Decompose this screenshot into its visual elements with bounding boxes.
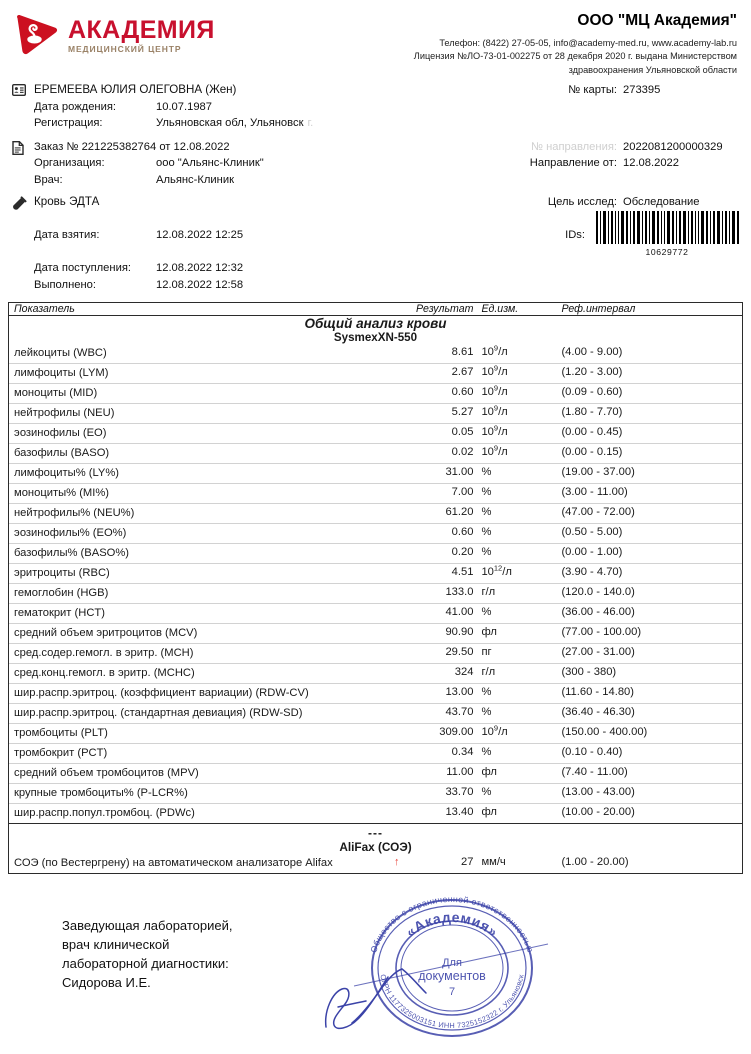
license-line-2: здравоохранения Ульяновской области [568, 64, 737, 75]
cell-unit: % [477, 504, 555, 524]
cell-indicator: средний объем эритроцитов (MCV) [9, 624, 394, 644]
cell-flag [394, 444, 404, 464]
col-header-indicator: Показатель [9, 303, 394, 316]
cell-unit: % [477, 544, 555, 564]
cell-indicator: эритроциты (RBC) [9, 564, 394, 584]
sample-barcode [593, 211, 741, 261]
doctor-label: Врач: [34, 173, 63, 186]
id-card-icon [12, 82, 34, 99]
completed-date-label: Выполнено: [34, 278, 96, 291]
table-row [9, 584, 742, 604]
col-header-reference: Реф.интервал [555, 303, 742, 316]
cell-reference: (19.00 - 37.00) [555, 464, 742, 484]
table-row [9, 544, 742, 564]
stamp-center-line-3: 7 [448, 985, 456, 998]
cell-indicator: шир.распр.эритроц. (коэффициент вариации) (RDW-CV) [9, 684, 394, 704]
license-line-1: Лицензия №ЛО-73-01-002275 от 28 декабря 2020 г. выдана Министерством [413, 51, 737, 62]
cell-result: 2.67 [404, 364, 477, 384]
cell-result: 41.00 [404, 604, 477, 624]
section-title: Общий анализ крови [304, 316, 447, 331]
cell-indicator: моноциты (MID) [9, 384, 394, 404]
sample-type: Кровь ЭДТА [34, 195, 100, 208]
cell-result: 31.00 [404, 464, 477, 484]
cell-flag [394, 624, 404, 644]
cell-reference: (1.00 - 20.00) [561, 855, 629, 868]
results-table-body [9, 303, 742, 873]
cell-indicator: моноциты% (MI%) [9, 484, 394, 504]
purpose-label: Цель исслед: [547, 196, 617, 208]
referral-number-value: 2022081200000329 [623, 140, 723, 153]
cell-flag [394, 604, 404, 624]
cell-indicator: нейтрофилы% (NEU%) [9, 504, 394, 524]
table-row [9, 384, 742, 404]
cell-unit: фл [477, 624, 555, 644]
cell-unit: % [477, 604, 555, 624]
cell-unit: г/л [477, 664, 555, 684]
order-info-group [12, 139, 741, 189]
cell-reference: (1.20 - 3.00) [555, 364, 742, 384]
cell-flag [394, 724, 404, 744]
cell-unit: $10^9/л$ [477, 364, 555, 384]
contact-phone-email-site: Телефон: (8422) 27-05-05, info@academy-med.ru, www.academy-lab.ru [439, 38, 737, 48]
table-row [9, 744, 742, 764]
table-row [9, 424, 742, 444]
cell-indicator: эозинофилы% (EO%) [9, 524, 394, 544]
cell-flag [394, 764, 404, 784]
document-icon [12, 139, 34, 158]
cell-reference: (300 - 380) [555, 664, 742, 684]
table-row [9, 604, 742, 624]
cell-flag [394, 524, 404, 544]
cell-indicator: гематокрит (HCT) [9, 604, 394, 624]
collection-date-label: Дата взятия: [34, 229, 100, 241]
cell-unit: пг [477, 644, 555, 664]
table-row [9, 484, 742, 504]
abnormal-high-flag-icon: ↑ [394, 855, 400, 868]
cell-unit: % [477, 524, 555, 544]
cell-indicator: лимфоциты (LYM) [9, 364, 394, 384]
order-number-line: Заказ № 221225382764 от 12.08.2022 [34, 140, 230, 153]
cell-indicator: гемоглобин (HGB) [9, 584, 394, 604]
cell-result: 0.60 [404, 384, 477, 404]
doctor-value: Альянс-Клиник [156, 173, 234, 186]
cell-reference: (120.0 - 140.0) [555, 584, 742, 604]
cell-flag [394, 484, 404, 504]
cell-result: 29.50 [404, 644, 477, 664]
signatory-line-3: лабораторной диагностики: [62, 955, 229, 971]
company-logo [12, 8, 215, 58]
table-row [9, 784, 742, 804]
cell-indicator: эозинофилы (EO) [9, 424, 394, 444]
purpose-value: Обследование [623, 196, 700, 208]
table-row [9, 664, 742, 684]
cell-flag [394, 504, 404, 524]
cell-indicator: сред.конц.гемогл. в эритр. (MCHC) [9, 664, 394, 684]
cell-result: 33.70 [404, 784, 477, 804]
device-name: SysmexXN-550 [333, 331, 418, 344]
table-row [9, 854, 742, 873]
cell-result: 13.40 [404, 804, 477, 824]
ids-label: IDs: [565, 229, 585, 241]
cell-indicator: лимфоциты% (LY%) [9, 464, 394, 484]
referral-date-value: 12.08.2022 [623, 157, 679, 169]
signature-area [0, 894, 751, 1054]
cell-result: 324 [404, 664, 477, 684]
cell-unit: мм/ч [481, 855, 506, 868]
registration-value: Ульяновская обл, Ульяновск [156, 117, 304, 129]
cell-reference: (0.10 - 0.40) [555, 744, 742, 764]
cell-reference: (0.50 - 5.00) [555, 524, 742, 544]
cell-unit: $10^9/л$ [481, 343, 508, 358]
cell-reference: (36.40 - 46.30) [555, 704, 742, 724]
cell-result: 0.34 [404, 744, 477, 764]
organization-name: ООО "МЦ Академия" [577, 12, 737, 29]
table-row [9, 704, 742, 724]
stamp-center-line-1: Для [442, 956, 462, 969]
stamp-center-line-2: документов [418, 968, 486, 983]
cell-unit: $10^{12}/л$ [477, 564, 555, 584]
cell-reference: (1.80 - 7.70) [555, 404, 742, 424]
cell-flag [394, 744, 404, 764]
academy-triangle-snake-icon [12, 14, 60, 58]
cell-flag [394, 364, 404, 384]
barcode-number: 10629772 [645, 246, 689, 257]
cell-result: 7.00 [404, 484, 477, 504]
cell-indicator: сред.содер.гемогл. в эритр. (MCH) [9, 644, 394, 664]
cell-reference: (27.00 - 31.00) [555, 644, 742, 664]
cell-unit: % [477, 484, 555, 504]
cell-result: 0.05 [404, 424, 477, 444]
table-row [9, 444, 742, 464]
card-number-label: № карты: [568, 84, 617, 96]
table-header-row [9, 303, 742, 316]
table-row [9, 564, 742, 584]
stamp-outer-bottom-text: ОГРН 1177325003151 ИНН 7325152322 г. Ульяновск [378, 972, 526, 1030]
cell-flag [394, 384, 404, 404]
table-row [9, 344, 742, 364]
cell-reference: (0.09 - 0.60) [555, 384, 742, 404]
results-table [9, 303, 742, 873]
cell-indicator: тромбокрит (PCT) [9, 744, 394, 764]
cell-flag [394, 784, 404, 804]
cell-indicator: тромбоциты (PLT) [9, 724, 394, 744]
cell-unit: г/л [477, 584, 555, 604]
table-row [9, 504, 742, 524]
cell-result: 0.20 [404, 544, 477, 564]
cell-reference: (3.00 - 11.00) [555, 484, 742, 504]
table-row [9, 624, 742, 644]
cell-flag [394, 704, 404, 724]
cell-result: 43.70 [404, 704, 477, 724]
subsection-title: AliFax (СОЭ) [339, 839, 412, 854]
logo-title: АКАДЕМИЯ [68, 16, 215, 45]
subsection-title-row [9, 840, 742, 854]
cell-unit: $10^9/л$ [477, 424, 555, 444]
referral-date-label: Направление от: [529, 157, 617, 169]
cell-indicator: базофилы (BASO) [9, 444, 394, 464]
registration-value-suffix: г. [307, 117, 314, 129]
cell-reference: (150.00 - 400.00) [555, 724, 742, 744]
report-info [0, 82, 751, 293]
cell-result: 8.61 [451, 346, 474, 358]
cell-result: 309.00 [404, 724, 477, 744]
device-title-row [9, 331, 742, 344]
cell-flag [394, 584, 404, 604]
cell-result: 4.51 [404, 564, 477, 584]
organization-label: Организация: [34, 157, 105, 169]
cell-result: 90.90 [404, 624, 477, 644]
cell-flag [394, 804, 404, 824]
cell-unit: фл [477, 804, 555, 824]
cell-reference: (0.00 - 0.45) [555, 424, 742, 444]
sample-info-group [12, 194, 741, 293]
test-tube-icon [12, 194, 34, 214]
dots-separator: --- [368, 825, 383, 840]
cell-unit: $10^9/л$ [477, 404, 555, 424]
birth-date-value: 10.07.1987 [156, 100, 212, 113]
cell-reference: (11.60 - 14.80) [555, 684, 742, 704]
patient-name: ЕРЕМЕЕВА ЮЛИЯ ОЛЕГОВНА (Жен) [34, 83, 237, 96]
organization-block [215, 8, 741, 77]
cell-indicator: шир.распр.эритроц. (стандартная девиация) (RDW-SD) [9, 704, 394, 724]
cell-reference: (13.00 - 43.00) [555, 784, 742, 804]
signatory-name: Сидорова И.Е. [62, 974, 151, 990]
cell-flag [394, 644, 404, 664]
referral-number-label: № направления: [530, 140, 617, 153]
table-row [9, 804, 742, 824]
cell-indicator: СОЭ (по Вестергрену) на автоматическом анализаторе Alifax [14, 856, 333, 869]
cell-unit: % [477, 464, 555, 484]
page-header [0, 0, 751, 78]
table-row [9, 464, 742, 484]
cell-unit: % [477, 704, 555, 724]
stamp-inner-name: «Академия» [402, 908, 502, 940]
birth-date-label: Дата рождения: [34, 100, 117, 113]
table-row [9, 684, 742, 704]
cell-flag [394, 404, 404, 424]
section-title-row [9, 316, 742, 332]
results-table-container [8, 302, 743, 874]
cell-flag [394, 344, 404, 364]
cell-reference: (3.90 - 4.70) [555, 564, 742, 584]
cell-result: 11.00 [404, 764, 477, 784]
cell-reference: (7.40 - 11.00) [555, 764, 742, 784]
cell-unit: % [477, 684, 555, 704]
col-header-flag [394, 303, 404, 316]
cell-unit: % [477, 744, 555, 764]
dots-row [9, 826, 742, 840]
cell-result: 0.02 [404, 444, 477, 464]
cell-flag [394, 464, 404, 484]
cell-flag [394, 664, 404, 684]
cell-flag [394, 854, 404, 873]
cell-indicator: нейтрофилы (NEU) [9, 404, 394, 424]
signatory-line-2: врач клинической [62, 936, 170, 952]
cell-indicator: лейкоциты (WBC) [14, 347, 107, 359]
cell-result: 27 [460, 855, 474, 868]
cell-unit: % [477, 784, 555, 804]
cell-indicator: средний объем тромбоцитов (MPV) [9, 764, 394, 784]
cell-reference: (77.00 - 100.00) [555, 624, 742, 644]
cell-flag [394, 564, 404, 584]
logo-subtitle: МЕДИЦИНСКИЙ ЦЕНТР [68, 44, 182, 55]
stamp-outer-top-text: Общество с ограниченной ответственностью [368, 893, 536, 954]
col-header-unit: Ед.изм. [477, 303, 555, 316]
table-row [9, 404, 742, 424]
cell-reference: (36.00 - 46.00) [555, 604, 742, 624]
cell-reference: (4.00 - 9.00) [561, 346, 623, 358]
organization-value: ооо "Альянс-Клиник" [156, 157, 264, 169]
cell-reference: (47.00 - 72.00) [555, 504, 742, 524]
patient-info-group [12, 82, 741, 132]
official-stamp [352, 894, 552, 1039]
cell-flag [394, 424, 404, 444]
cell-result: 61.20 [404, 504, 477, 524]
cell-result: 0.60 [404, 524, 477, 544]
table-row [9, 764, 742, 784]
cell-indicator: крупные тромбоциты% (P-LCR%) [9, 784, 394, 804]
table-row [9, 364, 742, 384]
received-date-value: 12.08.2022 12:32 [156, 262, 244, 274]
table-row [9, 724, 742, 744]
cell-indicator: шир.распр.попул.тромбоц. (PDWc) [9, 804, 394, 824]
cell-reference: (0.00 - 1.00) [555, 544, 742, 564]
table-row [9, 524, 742, 544]
cell-reference: (10.00 - 20.00) [555, 804, 742, 824]
cell-flag [394, 684, 404, 704]
card-number-value: 273395 [623, 84, 661, 96]
cell-result: 133.0 [404, 584, 477, 604]
cell-unit: $10^9/л$ [477, 384, 555, 404]
cell-result: 13.00 [404, 684, 477, 704]
registration-label: Регистрация: [34, 117, 103, 129]
cell-unit: $10^9/л$ [477, 444, 555, 464]
cell-unit: $10^9/л$ [477, 724, 555, 744]
col-header-result: Результат [404, 303, 477, 316]
cell-flag [394, 544, 404, 564]
completed-date-value: 12.08.2022 12:58 [156, 278, 244, 291]
cell-reference: (0.00 - 0.15) [555, 444, 742, 464]
received-date-label: Дата поступления: [34, 262, 131, 274]
cell-result: 5.27 [404, 404, 477, 424]
signatory-line-1: Заведующая лабораторией, [62, 917, 233, 933]
collection-date-value: 12.08.2022 12:25 [156, 229, 244, 241]
table-row [9, 644, 742, 664]
cell-indicator: базофилы% (BASO%) [9, 544, 394, 564]
cell-unit: фл [477, 764, 555, 784]
signatory-block [62, 916, 233, 992]
